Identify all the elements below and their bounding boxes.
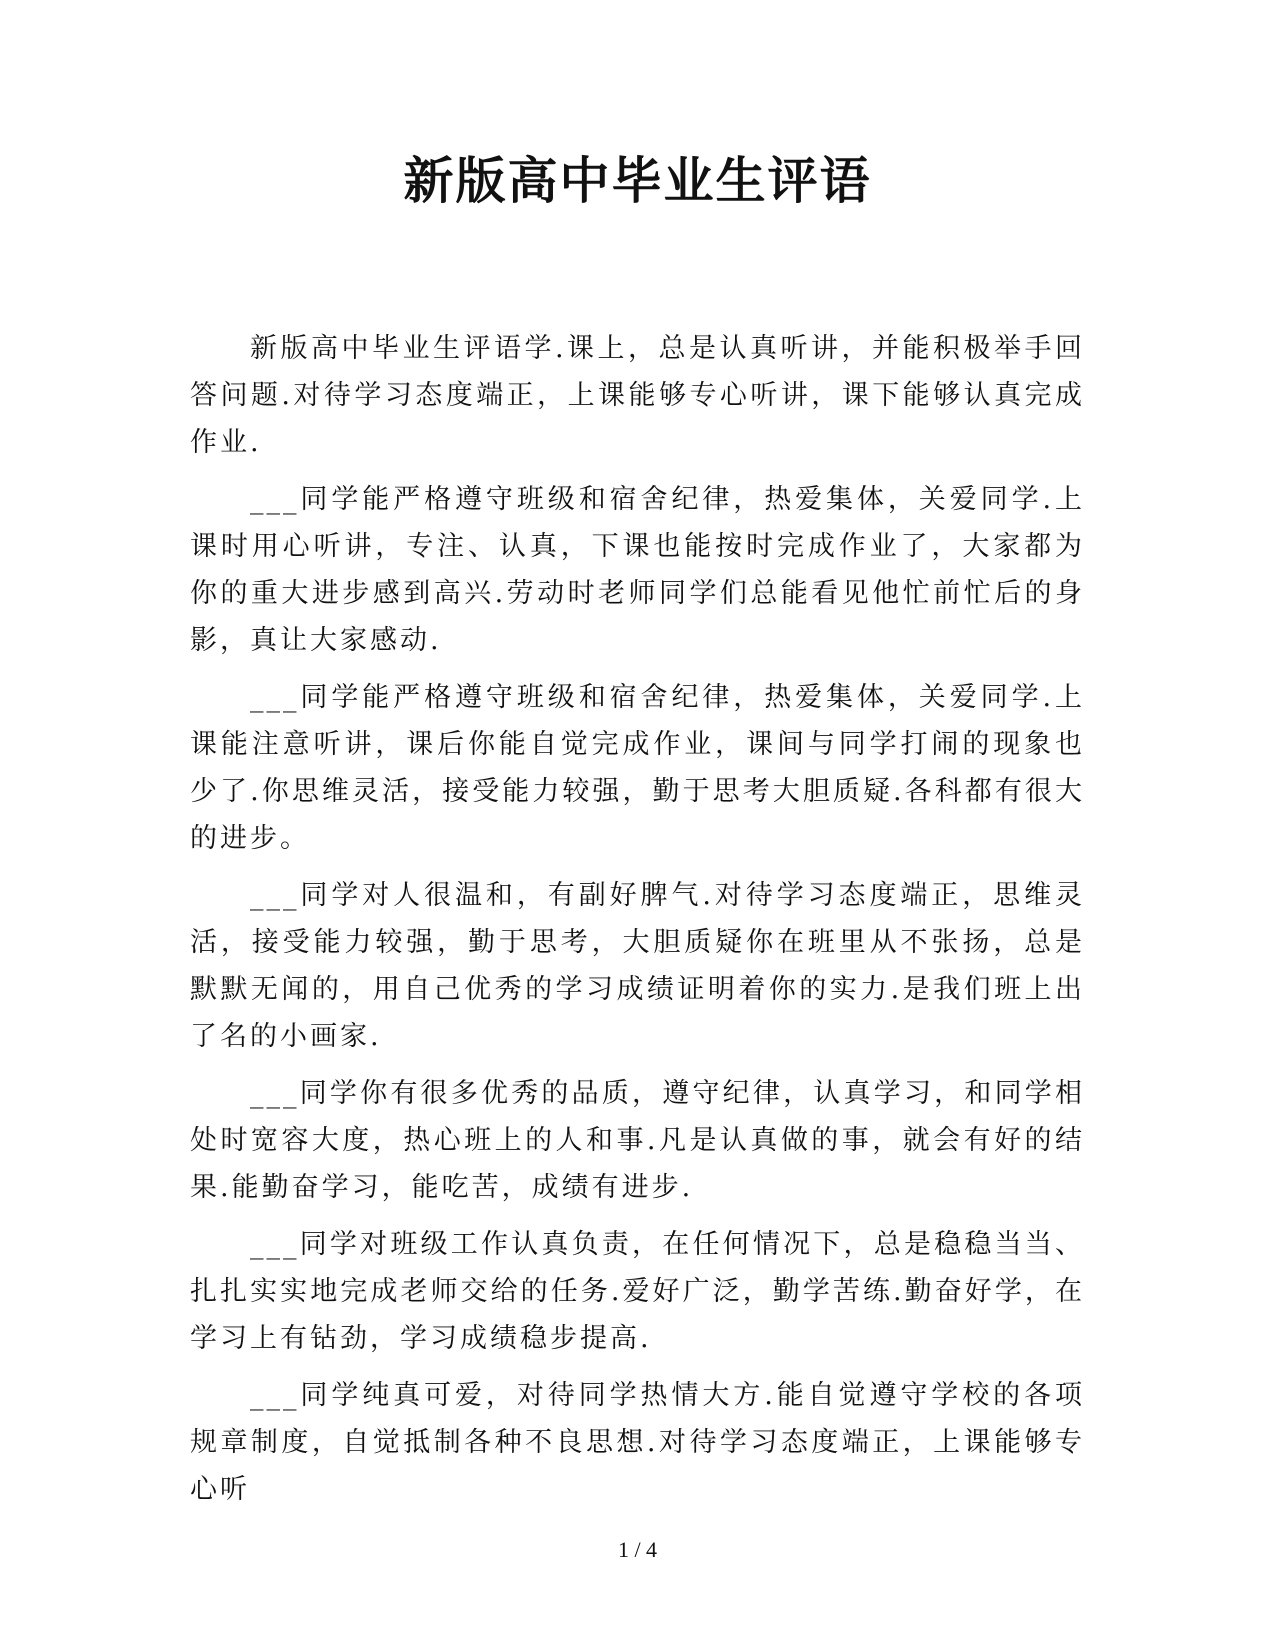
paragraph: ___同学能严格遵守班级和宿舍纪律，热爱集体，关爱同学.上课能注意听讲，课后你能自觉完成作业，课间与同学打闹的现象也少了.你思维灵活，接受能力较强，勤于思考大胆质疑.各科都有很大的进步。 [190, 682, 1085, 854]
page-number: 1 / 4 [617, 1537, 658, 1562]
document-title: 新版高中毕业生评语 [403, 151, 872, 210]
paragraph: ___同学对人很温和，有副好脾气.对待学习态度端正，思维灵活，接受能力较强，勤于思考，大胆质疑你在班里从不张扬，总是默默无闻的，用自己优秀的学习成绩证明着你的实力.是我们班上出了名的小画家. [190, 880, 1085, 1052]
paragraph: 新版高中毕业生评语学.课上，总是认真听讲，并能积极举手回答问题.对待学习态度端正，上课能够专心听讲，课下能够认真完成作业. [190, 333, 1085, 458]
paragraph: ___同学你有很多优秀的品质，遵守纪律，认真学习，和同学相处时宽容大度，热心班上的人和事.凡是认真做的事，就会有好的结果.能勤奋学习，能吃苦，成绩有进步. [190, 1078, 1085, 1203]
paragraph: ___同学纯真可爱，对待同学热情大方.能自觉遵守学校的各项规章制度，自觉抵制各种不良思想.对待学习态度端正，上课能够专心听 [190, 1380, 1085, 1505]
paragraph: ___同学能严格遵守班级和宿舍纪律，热爱集体，关爱同学.上课时用心听讲，专注、认真，下课也能按时完成作业了，大家都为你的重大进步感到高兴.劳动时老师同学们总能看见他忙前忙后的身影，真让大家感动. [190, 484, 1085, 656]
document-body [190, 325, 1085, 1523]
paragraph: ___同学对班级工作认真负责，在任何情况下，总是稳稳当当、扎扎实实地完成老师交给的任务.爱好广泛，勤学苦练.勤奋好学，在学习上有钻劲，学习成绩稳步提高. [190, 1229, 1085, 1354]
